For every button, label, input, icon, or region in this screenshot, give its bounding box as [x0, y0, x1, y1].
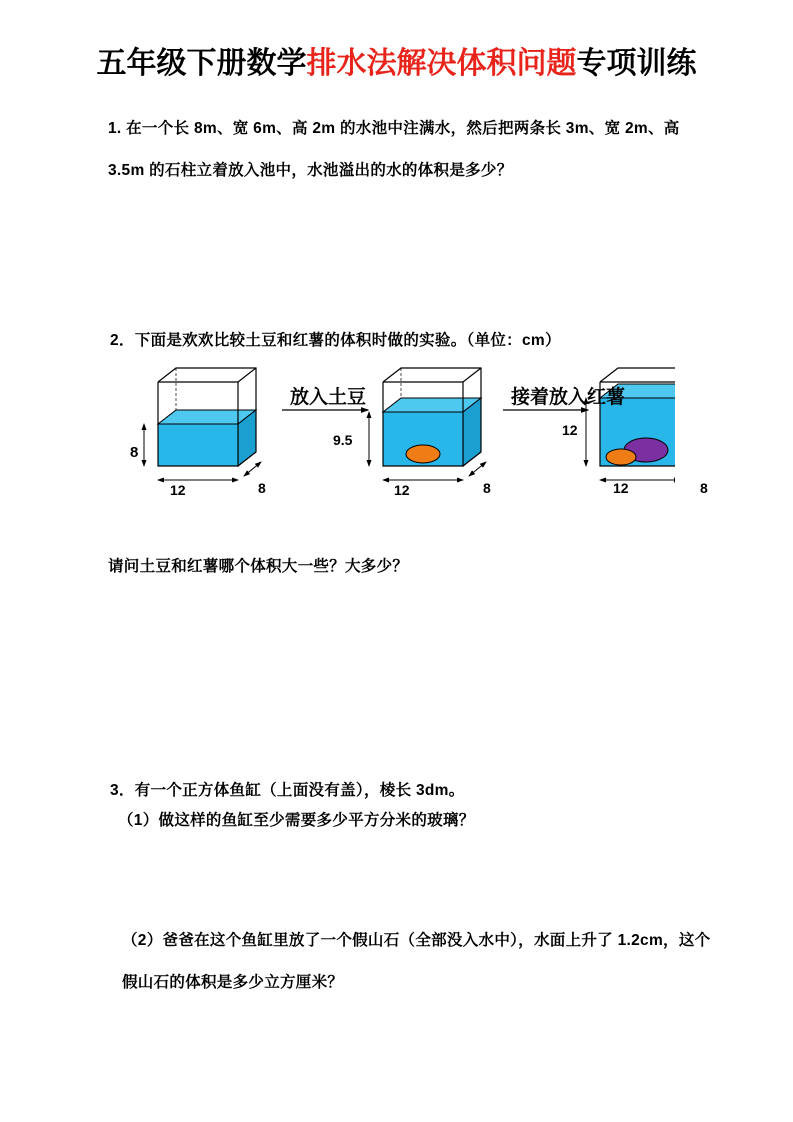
box3-height-label: 12 — [562, 422, 578, 438]
box2-width-label: 12 — [394, 482, 410, 498]
arrow-1-label: 放入土豆 — [290, 387, 367, 408]
question-3-part-1-text: （1）做这样的鱼缸至少需要多少平方分米的玻璃？ — [118, 812, 475, 829]
figure-box-2 — [369, 368, 486, 480]
box2-height-label: 9.5 — [333, 432, 353, 448]
title-part-3: 专项训练 — [576, 47, 697, 80]
box1-width-label: 12 — [170, 482, 186, 498]
box3-width-label: 12 — [613, 480, 629, 496]
question-1-text: 1. 在一个长 8m、宽 6m、高 2m 的水池中注满水，然后把两条长 3m、宽 2m、高 3.5m 的石柱立着放入池中，水池溢出的水的体积是多少？ — [108, 120, 680, 179]
question-3-text: 3．有一个正方体鱼缸（上面没有盖），棱长 3dm。 — [110, 782, 465, 799]
figure-box-1 — [144, 368, 261, 480]
question-2-followup-text: 请问土豆和红薯哪个体积大一些？大多少？ — [108, 558, 409, 575]
box1-depth-label: 8 — [258, 480, 266, 496]
page-title — [0, 38, 793, 82]
arrow-2-label: 接着放入红薯 — [511, 387, 626, 408]
title-part-2-highlight: 排水法解决体积问题 — [306, 47, 577, 80]
question-2-text: 2．下面是欢欢比较土豆和红薯的体积时做的实验。（单位：cm） — [110, 332, 561, 349]
box2-depth-label: 8 — [483, 480, 491, 496]
title-part-1: 五年级下册数学 — [96, 47, 307, 80]
box1-height-label: 8 — [130, 444, 139, 461]
box3-depth-label: 8 — [700, 480, 708, 496]
question-3-part-2-text: （2）爸爸在这个鱼缸里放了一个假山石（全部没入水中），水面上升了 1.2cm，这个假山石的体积是多少立方厘米？ — [122, 932, 711, 991]
experiment-figure — [130, 362, 708, 512]
